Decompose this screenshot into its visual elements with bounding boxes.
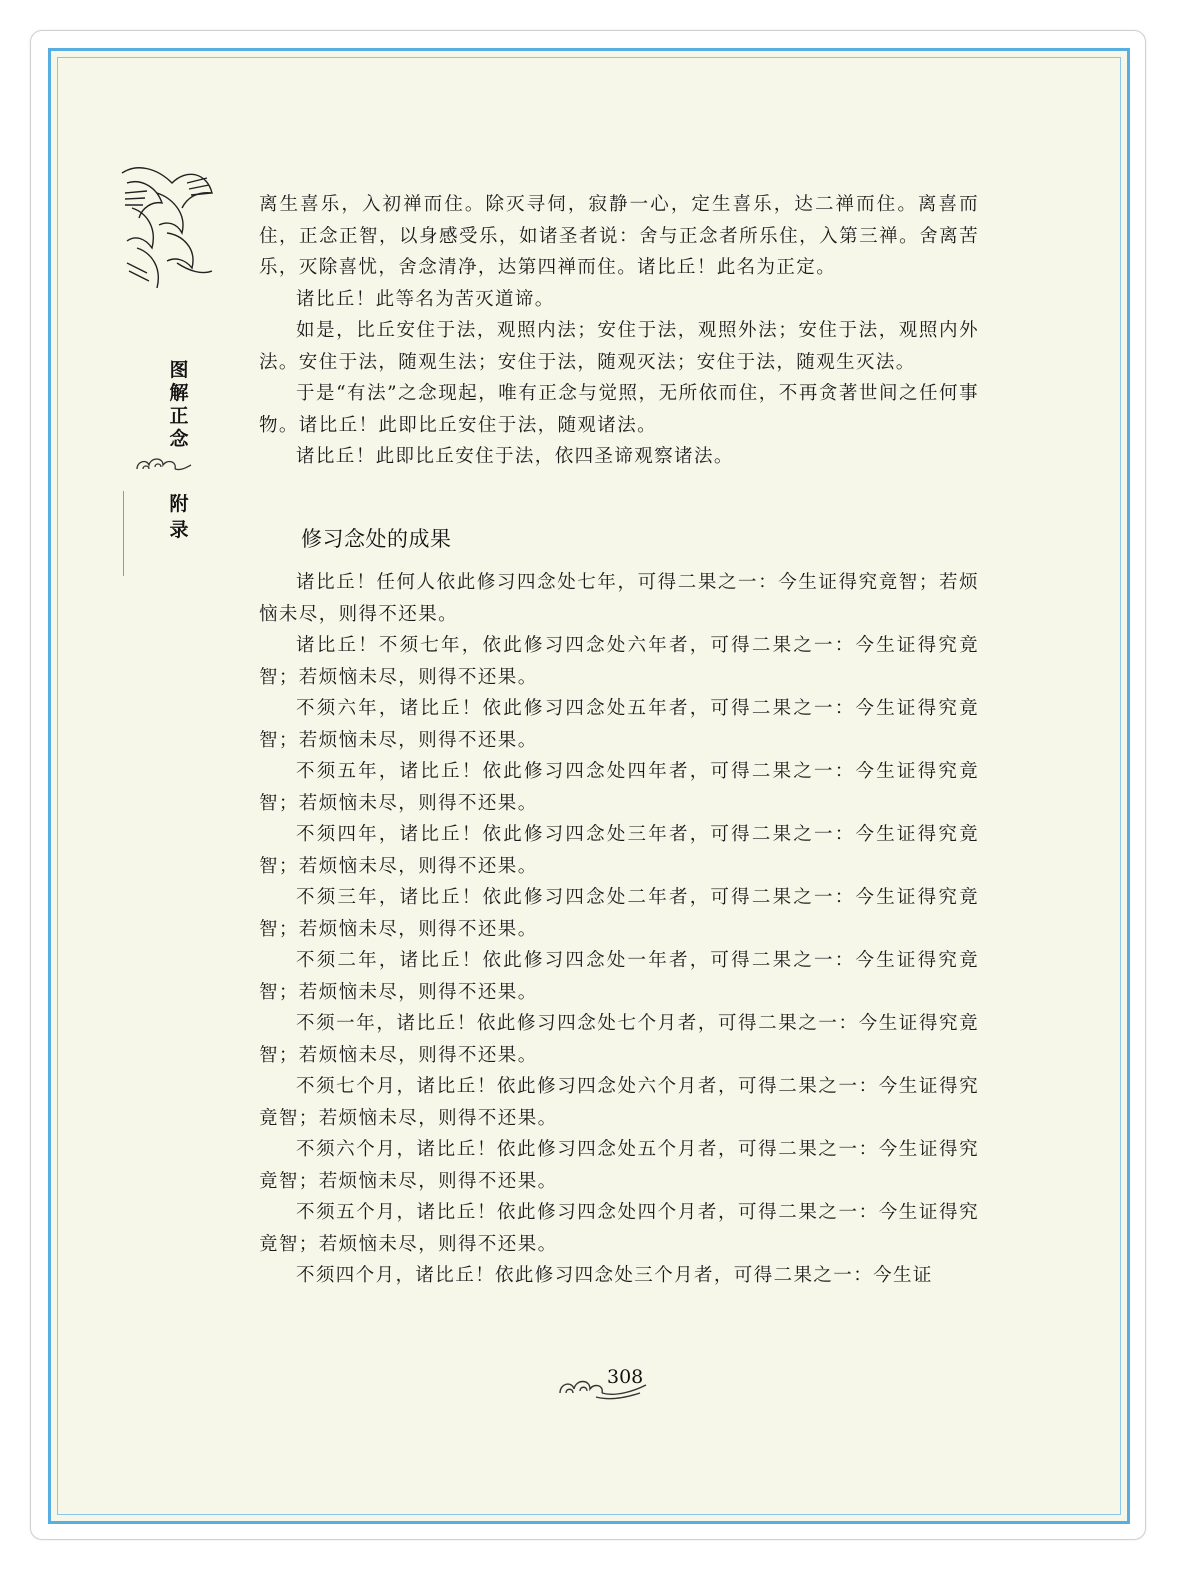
paragraph: 不须二年，诸比丘！依此修习四念处一年者，可得二果之一：今生证得究竟智；若烦恼未尽，则得不还果。 (259, 950, 979, 1003)
paragraph: 诸比丘！此即比丘安住于法，依四圣谛观察诸法。 (296, 446, 734, 467)
side-sub-char: 录 (169, 519, 189, 541)
body-text-bottom (259, 567, 979, 1292)
paragraph: 诸比丘！不须七年，依此修习四念处六年者，可得二果之一：今生证得究竟智；若烦恼未尽，则得不还果。 (259, 635, 979, 688)
paragraph: 不须六年，诸比丘！依此修习四念处五年者，可得二果之一：今生证得究竟智；若烦恼未尽，则得不还果。 (259, 698, 979, 751)
side-divider (123, 491, 124, 576)
page-number: 308 (607, 1366, 644, 1388)
side-section-label (165, 491, 193, 543)
side-title-char: 正 (169, 405, 189, 427)
side-title-char: 解 (169, 382, 189, 404)
paragraph: 不须五个月，诸比丘！依此修习四念处四个月者，可得二果之一：今生证得究竟智；若烦恼未尽，则得不还果。 (259, 1202, 979, 1255)
body-text-top (259, 189, 979, 473)
paragraph: 不须四年，诸比丘！依此修习四念处三年者，可得二果之一：今生证得究竟智；若烦恼未尽，则得不还果。 (259, 824, 979, 877)
paragraph: 如是，比丘安住于法，观照内法；安住于法，观照外法；安住于法，观照内外法。安住于法，随观生法；安住于法，随观灭法；安住于法，随观生灭法。 (259, 320, 979, 373)
paragraph: 诸比丘！此等名为苦灭道谛。 (296, 288, 555, 310)
paragraph: 不须五年，诸比丘！依此修习四念处四年者，可得二果之一：今生证得究竟智；若烦恼未尽，则得不还果。 (259, 761, 979, 814)
paragraph: 诸比丘！任何人依此修习四念处七年，可得二果之一：今生证得究竟智；若烦恼未尽，则得不还果。 (259, 572, 979, 625)
paragraph: 不须六个月，诸比丘！依此修习四念处五个月者，可得二果之一：今生证得究竟智；若烦恼未尽，则得不还果。 (259, 1139, 979, 1192)
section-heading: 修习念处的成果 (301, 527, 452, 551)
paragraph: 不须七个月，诸比丘！依此修习四念处六个月者，可得二果之一：今生证得究竟智；若烦恼未尽，则得不还果。 (259, 1076, 979, 1129)
side-title-char: 念 (169, 428, 189, 450)
paragraph: 不须三年，诸比丘！依此修习四念处二年者，可得二果之一：今生证得究竟智；若烦恼未尽，则得不还果。 (259, 887, 979, 940)
paragraph: 不须四个月，诸比丘！依此修习四念处三个月者，可得二果之一：今生证 (296, 1265, 933, 1286)
side-title-char: 图 (169, 359, 189, 381)
paragraph: 于是“有法”之念现起，唯有正念与觉照，无所依而住，不再贪著世间之任何事物。诸比丘！此即比丘安住于法，随观诸法。 (259, 383, 979, 436)
lotus-ornament-icon (117, 163, 217, 298)
paragraph: 不须一年，诸比丘！依此修习四念处七个月者，可得二果之一：今生证得究竟智；若烦恼未尽，则得不还果。 (259, 1013, 979, 1066)
side-sub-char: 附 (169, 493, 189, 515)
side-book-title (165, 359, 193, 451)
cloud-ornament-icon (133, 453, 193, 477)
paragraph: 离生喜乐，入初禅而住。除灭寻伺，寂静一心，定生喜乐，达二禅而住。离喜而住，正念正智，以身感受乐，如诸圣者说：舍与正念者所乐住，入第三禅。舍离苦乐，灭除喜忧，舍念清净，达第四禅而住。诸比丘！此名为正定。 (259, 194, 979, 278)
page-frame (48, 48, 1130, 1524)
